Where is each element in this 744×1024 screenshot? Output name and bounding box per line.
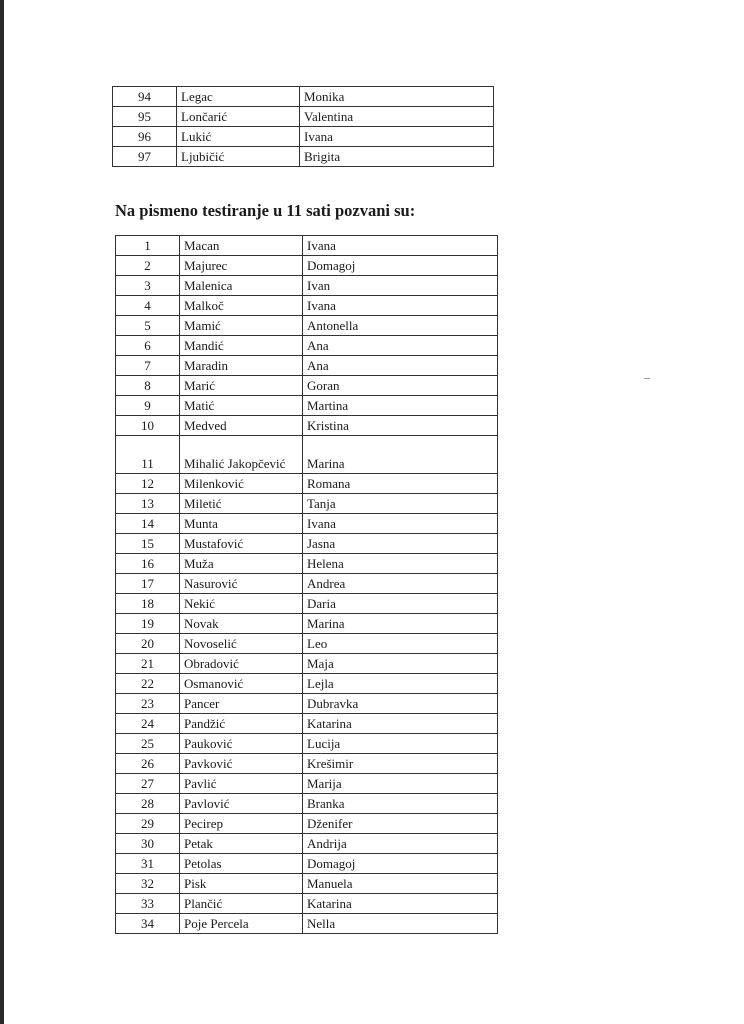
row-number: 13 — [116, 494, 180, 514]
top-table-body — [113, 87, 494, 167]
surname-cell: Osmanović — [180, 674, 303, 694]
row-number: 27 — [116, 774, 180, 794]
table-row — [116, 356, 498, 376]
surname-cell: Legac — [177, 87, 300, 107]
surname-cell: Plančić — [180, 894, 303, 914]
row-number: 95 — [113, 107, 177, 127]
row-number: 19 — [116, 614, 180, 634]
surname-cell: Pisk — [180, 874, 303, 894]
row-number: 26 — [116, 754, 180, 774]
surname-cell: Mamić — [180, 316, 303, 336]
table-row — [116, 754, 498, 774]
first-name-cell: Kristina — [303, 416, 498, 436]
first-name-cell: Maja — [303, 654, 498, 674]
first-name-cell: Marina — [303, 436, 498, 474]
first-name-cell: Dubravka — [303, 694, 498, 714]
first-name-cell: Lucija — [303, 734, 498, 754]
surname-cell: Novak — [180, 614, 303, 634]
table-row — [116, 316, 498, 336]
top-table-container — [112, 86, 494, 167]
first-name-cell: Dženifer — [303, 814, 498, 834]
surname-cell: Pandžić — [180, 714, 303, 734]
table-row — [116, 654, 498, 674]
first-name-cell: Martina — [303, 396, 498, 416]
table-row — [116, 894, 498, 914]
row-number: 21 — [116, 654, 180, 674]
table-row — [116, 794, 498, 814]
first-name-cell: Katarina — [303, 894, 498, 914]
row-number: 15 — [116, 534, 180, 554]
table-row — [116, 534, 498, 554]
first-name-cell: Helena — [303, 554, 498, 574]
row-number: 12 — [116, 474, 180, 494]
first-name-cell: Jasna — [303, 534, 498, 554]
first-name-cell: Antonella — [303, 316, 498, 336]
row-number: 25 — [116, 734, 180, 754]
main-table — [115, 235, 498, 934]
table-row — [116, 514, 498, 534]
table-row — [116, 474, 498, 494]
first-name-cell: Ivana — [303, 514, 498, 534]
surname-cell: Marić — [180, 376, 303, 396]
table-row — [116, 336, 498, 356]
row-number: 34 — [116, 914, 180, 934]
surname-cell: Petolas — [180, 854, 303, 874]
surname-cell: Pecirep — [180, 814, 303, 834]
first-name-cell: Romana — [303, 474, 498, 494]
table-row — [116, 614, 498, 634]
first-name-cell: Leo — [303, 634, 498, 654]
first-name-cell: Ivana — [303, 236, 498, 256]
table-row — [113, 127, 494, 147]
table-row — [116, 296, 498, 316]
row-number: 97 — [113, 147, 177, 167]
main-table-container — [115, 235, 498, 934]
first-name-cell: Andrija — [303, 834, 498, 854]
surname-cell: Pavlić — [180, 774, 303, 794]
row-number: 29 — [116, 814, 180, 834]
first-name-cell: Brigita — [300, 147, 494, 167]
surname-cell: Malenica — [180, 276, 303, 296]
first-name-cell: Ivana — [300, 127, 494, 147]
top-table — [112, 86, 494, 167]
row-number: 9 — [116, 396, 180, 416]
first-name-cell: Valentina — [300, 107, 494, 127]
table-row — [116, 276, 498, 296]
surname-cell: Lukić — [177, 127, 300, 147]
row-number: 24 — [116, 714, 180, 734]
surname-cell: Majurec — [180, 256, 303, 276]
row-number: 7 — [116, 356, 180, 376]
surname-cell: Novoselić — [180, 634, 303, 654]
surname-cell: Poje Percela — [180, 914, 303, 934]
row-number: 4 — [116, 296, 180, 316]
table-row — [116, 594, 498, 614]
first-name-cell: Domagoj — [303, 854, 498, 874]
first-name-cell: Monika — [300, 87, 494, 107]
row-number: 11 — [116, 436, 180, 474]
row-number: 10 — [116, 416, 180, 436]
row-number: 8 — [116, 376, 180, 396]
row-number: 30 — [116, 834, 180, 854]
row-number: 17 — [116, 574, 180, 594]
surname-cell: Mihalić Jakopčević — [180, 436, 303, 474]
first-name-cell: Krešimir — [303, 754, 498, 774]
table-row — [116, 256, 498, 276]
row-number: 32 — [116, 874, 180, 894]
table-row — [116, 734, 498, 754]
first-name-cell: Ivan — [303, 276, 498, 296]
first-name-cell: Daria — [303, 594, 498, 614]
surname-cell: Lončarić — [177, 107, 300, 127]
row-number: 33 — [116, 894, 180, 914]
surname-cell: Pavković — [180, 754, 303, 774]
table-row — [116, 814, 498, 834]
table-row — [116, 854, 498, 874]
table-row — [113, 147, 494, 167]
surname-cell: Miletić — [180, 494, 303, 514]
surname-cell: Ljubičić — [177, 147, 300, 167]
row-number: 3 — [116, 276, 180, 296]
section-heading: Na pismeno testiranje u 11 sati pozvani su: — [115, 201, 416, 220]
row-number: 6 — [116, 336, 180, 356]
first-name-cell: Katarina — [303, 714, 498, 734]
row-number: 20 — [116, 634, 180, 654]
row-number: 31 — [116, 854, 180, 874]
surname-cell: Munta — [180, 514, 303, 534]
surname-cell: Milenković — [180, 474, 303, 494]
table-row — [116, 376, 498, 396]
surname-cell: Malkoč — [180, 296, 303, 316]
first-name-cell: Ivana — [303, 296, 498, 316]
table-row — [113, 107, 494, 127]
table-row — [116, 436, 498, 474]
first-name-cell: Marija — [303, 774, 498, 794]
scan-mark — [644, 378, 650, 379]
row-number: 28 — [116, 794, 180, 814]
surname-cell: Maradin — [180, 356, 303, 376]
row-number: 23 — [116, 694, 180, 714]
table-row — [116, 694, 498, 714]
surname-cell: Matić — [180, 396, 303, 416]
table-row — [116, 834, 498, 854]
row-number: 1 — [116, 236, 180, 256]
row-number: 2 — [116, 256, 180, 276]
first-name-cell: Tanja — [303, 494, 498, 514]
table-row — [116, 714, 498, 734]
surname-cell: Muža — [180, 554, 303, 574]
first-name-cell: Andrea — [303, 574, 498, 594]
surname-cell: Nekić — [180, 594, 303, 614]
surname-cell: Petak — [180, 834, 303, 854]
table-row — [116, 416, 498, 436]
first-name-cell: Lejla — [303, 674, 498, 694]
row-number: 96 — [113, 127, 177, 147]
first-name-cell: Ana — [303, 336, 498, 356]
main-table-body — [116, 236, 498, 934]
row-number: 16 — [116, 554, 180, 574]
first-name-cell: Marina — [303, 614, 498, 634]
first-name-cell: Branka — [303, 794, 498, 814]
first-name-cell: Goran — [303, 376, 498, 396]
surname-cell: Obradović — [180, 654, 303, 674]
surname-cell: Macan — [180, 236, 303, 256]
surname-cell: Pavlović — [180, 794, 303, 814]
table-row — [116, 574, 498, 594]
first-name-cell: Manuela — [303, 874, 498, 894]
table-row — [116, 634, 498, 654]
table-row — [116, 494, 498, 514]
first-name-cell: Nella — [303, 914, 498, 934]
table-row — [116, 674, 498, 694]
surname-cell: Pauković — [180, 734, 303, 754]
first-name-cell: Ana — [303, 356, 498, 376]
scan-page-edge — [0, 0, 4, 1024]
table-row — [116, 396, 498, 416]
table-row — [116, 554, 498, 574]
first-name-cell: Domagoj — [303, 256, 498, 276]
row-number: 5 — [116, 316, 180, 336]
surname-cell: Mustafović — [180, 534, 303, 554]
table-row — [113, 87, 494, 107]
table-row — [116, 774, 498, 794]
row-number: 22 — [116, 674, 180, 694]
table-row — [116, 914, 498, 934]
row-number: 94 — [113, 87, 177, 107]
table-row — [116, 874, 498, 894]
table-row — [116, 236, 498, 256]
surname-cell: Medved — [180, 416, 303, 436]
surname-cell: Mandić — [180, 336, 303, 356]
row-number: 14 — [116, 514, 180, 534]
row-number: 18 — [116, 594, 180, 614]
surname-cell: Nasurović — [180, 574, 303, 594]
surname-cell: Pancer — [180, 694, 303, 714]
